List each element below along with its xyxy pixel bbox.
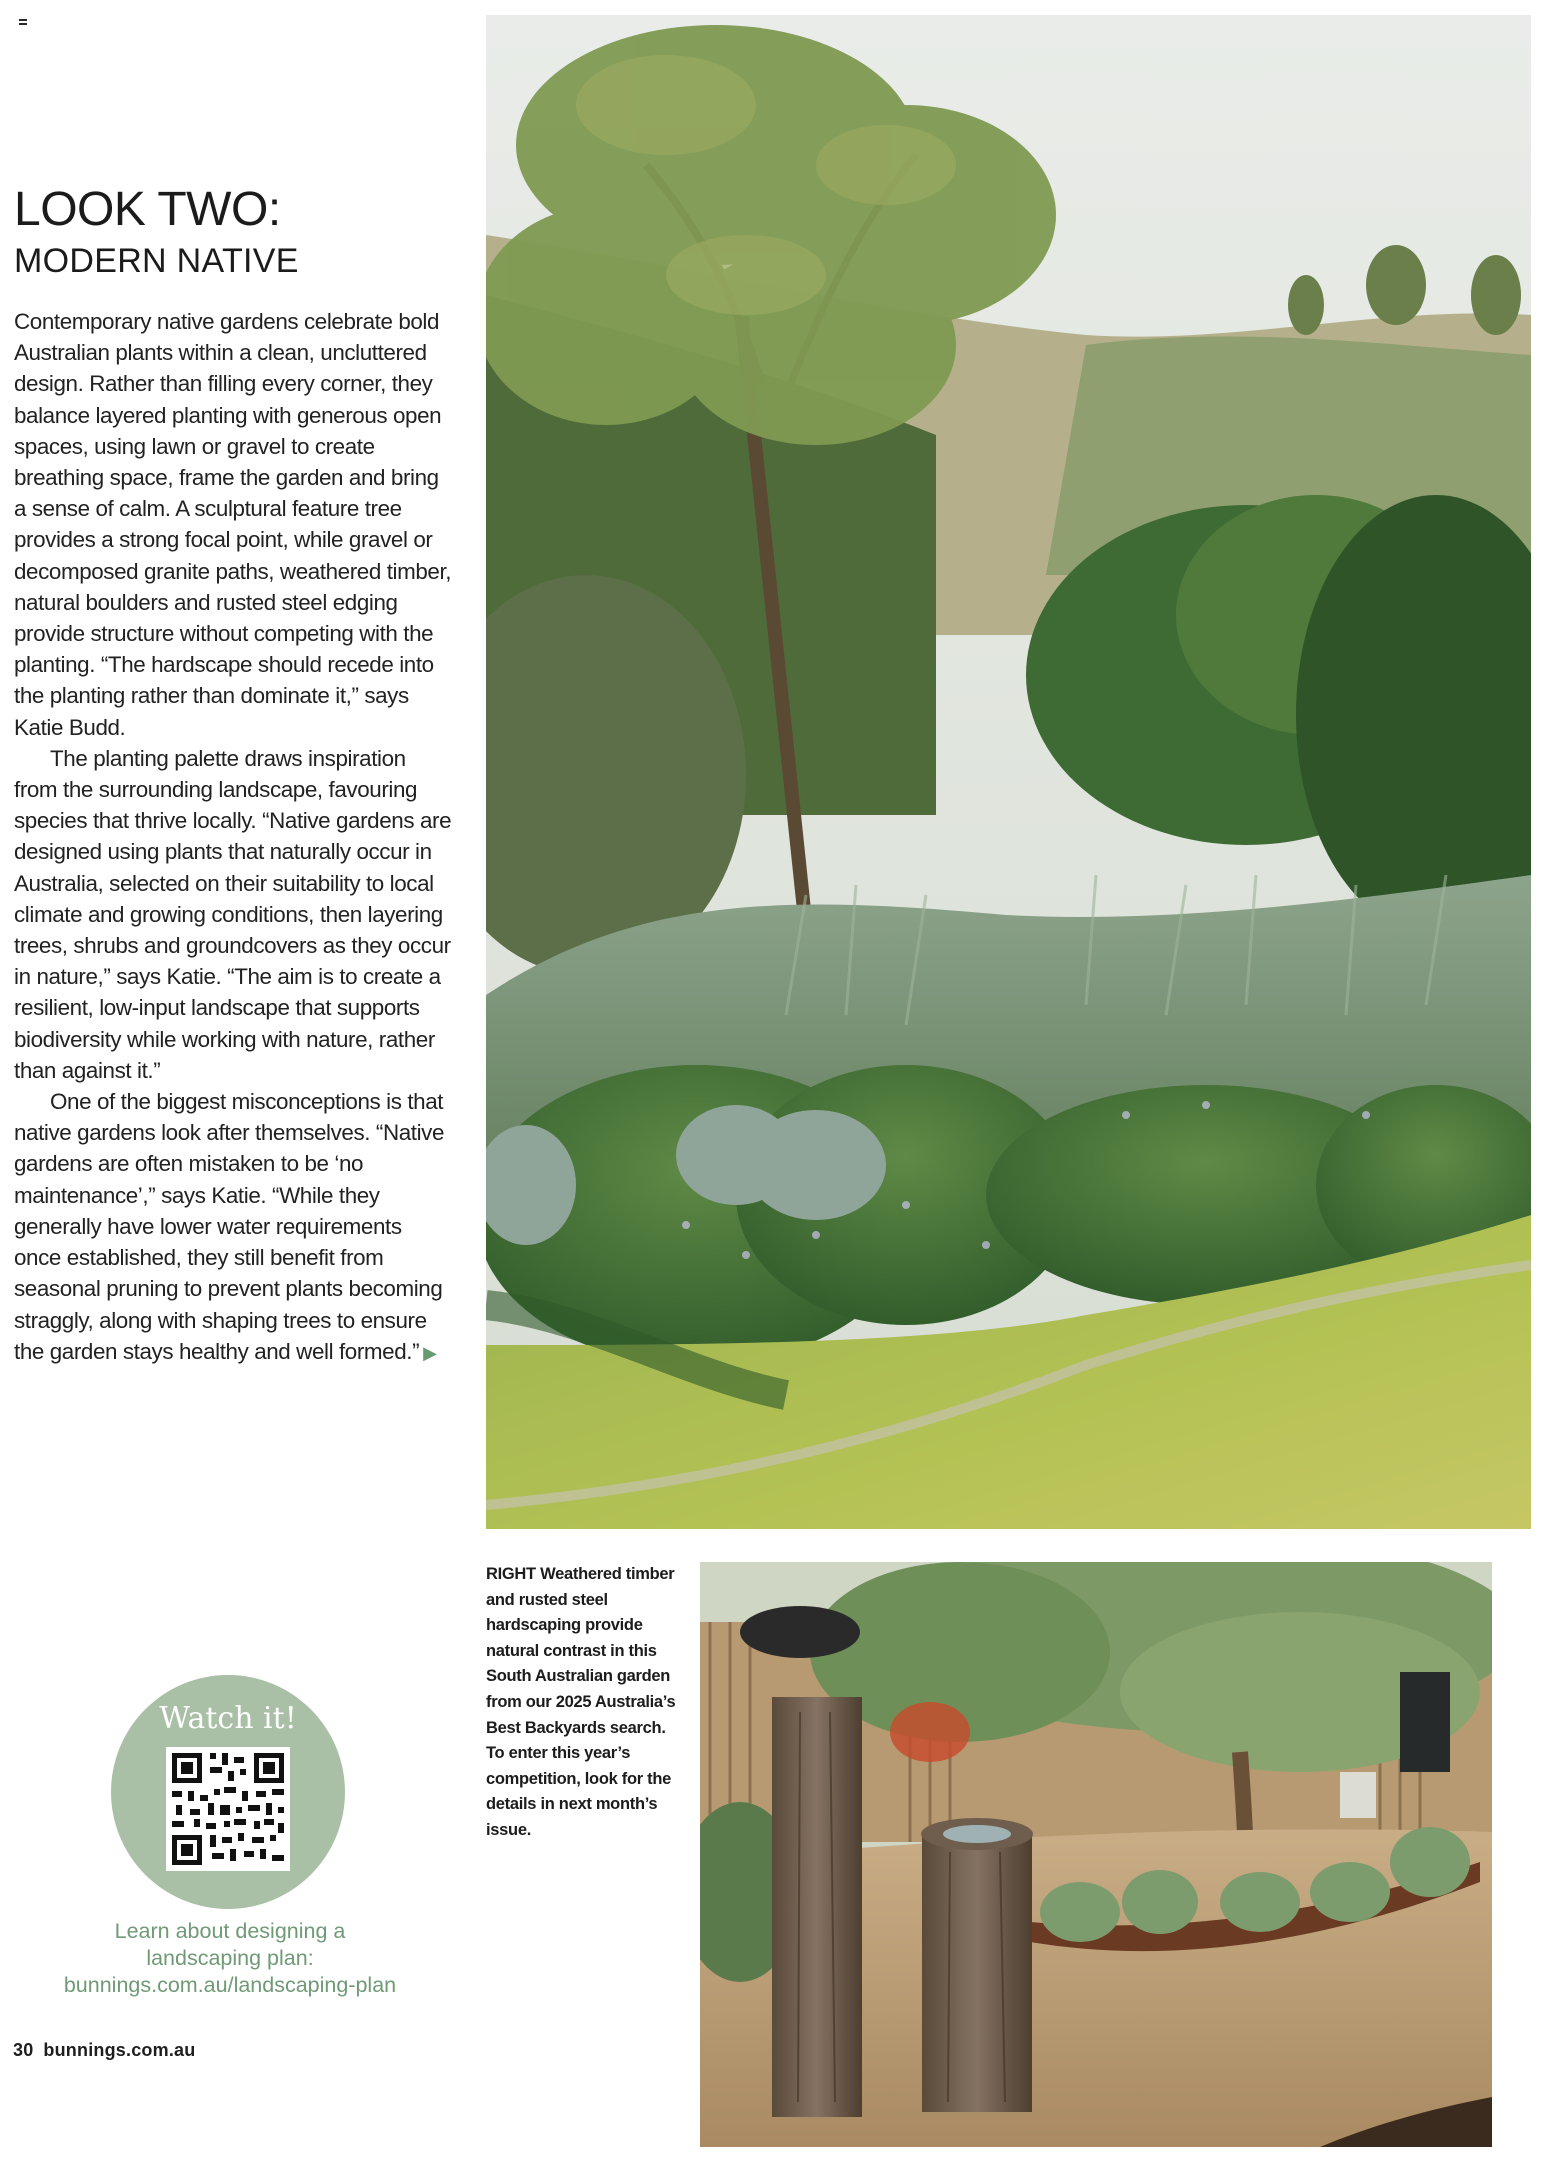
paragraph-3-text: One of the biggest misconceptions is that native gardens look after themselves. “Native gardens are often mistaken to be ‘no maintenance’,” says Katie. “While they generally have lower water requirements once established, they still benefit from seasonal pruning to prevent plants becoming straggly, along with shaping trees to ensure the garden stays healthy and well formed.” [14,1089,445,1364]
watch-it-badge[interactable] [111,1675,345,1909]
paragraph-3 [14,1086,454,1369]
watch-it-title: Watch it! [159,1701,297,1736]
article-body [14,306,454,1369]
subhead: MODERN NATIVE [14,242,299,280]
learn-more-label: Learn about designing a landscaping plan: [114,1919,346,1970]
caption-lead: RIGHT [486,1565,536,1583]
footer-site: bunnings.com.au [43,2040,196,2060]
caption-text: Weathered timber and rusted steel hardscaping provide natural contrast in this South Australian garden from our 2025 Australia’s Best Backyards search. To enter this year’s competition, look for the details in next month’s issue. [486,1565,676,1839]
paragraph-1: Contemporary native gardens celebrate bold Australian plants within a clean, uncluttered design. Rather than filling every corner, they balance layered planting with generous open spaces, using lawn or gravel to create breathing space, frame the garden and bring a sense of calm. A sculptural feature tree provides a strong focal point, while gravel or decomposed granite paths, weathered timber, natural boulders and rusted steel edging provide structure without competing with the planting. “The hardscape should recede into the planting rather than dominate it,” says Katie Budd. [14,309,452,740]
landscaping-plan-link[interactable]: bunnings.com.au/landscaping-plan [63,1973,397,1997]
end-of-article-icon: ▶ [423,1342,437,1363]
page-number: 30 [13,2040,34,2060]
paragraph-2: The planting palette draws inspiration from the surrounding landscape, favouring species that thrive locally. “Native gardens are designed using plants that naturally occur in Australia, selected on their suitability to local climate and growing conditions, then layering trees, shrubs and groundcovers as they occur in nature,” says Katie. “The aim is to create a resilient, low-input landscape that supports biodiversity while working with nature, rather than against it.” [14,745,452,1083]
timber-garden-photo [700,1562,1492,2147]
qr-code-icon[interactable] [166,1747,290,1871]
headline: LOOK TWO: [14,183,281,236]
learn-more-text [10,1918,450,1999]
page-corner-mark [19,19,27,21]
photo-caption [486,1562,686,1844]
hero-garden-photo [486,15,1531,1529]
page-footer [13,2040,195,2061]
